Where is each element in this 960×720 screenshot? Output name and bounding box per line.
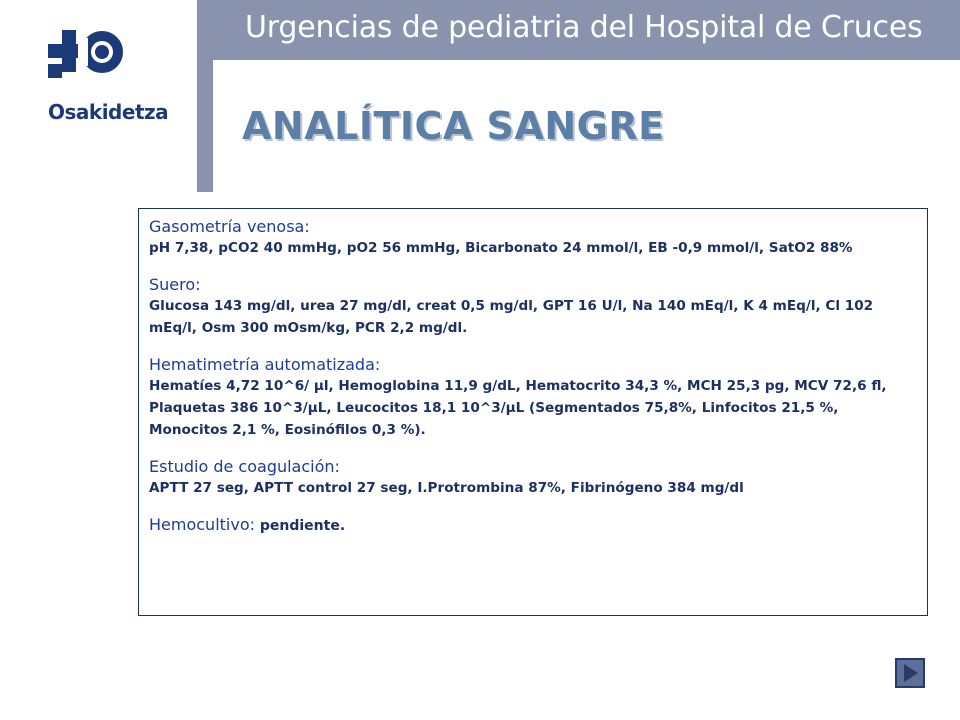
section-hemocultivo [149,515,917,535]
section-text: pendiente. [255,518,346,534]
header-title: Urgencias de pediatria del Hospital de Cruces [245,10,923,45]
section-suero [149,275,917,339]
play-next-icon [897,660,923,686]
section-gasometria [149,217,917,259]
section-hematimetria [149,355,917,441]
section-title: Suero: [149,275,201,294]
section-text: pH 7,38, pCO2 40 mmHg, pO2 56 mmHg, Bicarbonato 24 mmol/l, EB -0,9 mmol/l, SatO2 88% [149,240,853,256]
section-text: APTT 27 seg, APTT control 27 seg, I.Protrombina 87%, Fibrinógeno 384 mg/dl [149,480,744,496]
logo-text: Osakidetza [48,100,169,124]
section-text: Glucosa 143 mg/dl, urea 27 mg/dl, creat 0,5 mg/dl, GPT 16 U/l, Na 140 mEq/l, K 4 mEq/l, Cl 102 mEq/l, Osm 300 mOsm/kg, PCR 2,2 mg/dl. [149,298,874,336]
analysis-content-box [138,208,928,616]
section-title: Hematimetría automatizada: [149,355,381,374]
section-title: Hemocultivo: [149,515,255,534]
next-slide-button[interactable] [895,658,925,688]
vertical-accent-bar [197,0,213,192]
section-text: Hematíes 4,72 10^6/ µl, Hemoglobina 11,9 g/dL, Hematocrito 34,3 %, MCH 25,3 pg, MCV 72,6 fl, Plaquetas 386 10^3/µL, Leucocitos 18,1 10^3/µL (Segmentados 75,8%, Linfocitos 21,5 %, Monocitos 2,1 %, Eosinófilos 0,3 %). [149,378,887,438]
section-title: Gasometría venosa: [149,217,310,236]
page-title: ANALÍTICA SANGRE [242,104,665,148]
section-title: Estudio de coagulación: [149,457,340,476]
section-coagulacion [149,457,917,499]
